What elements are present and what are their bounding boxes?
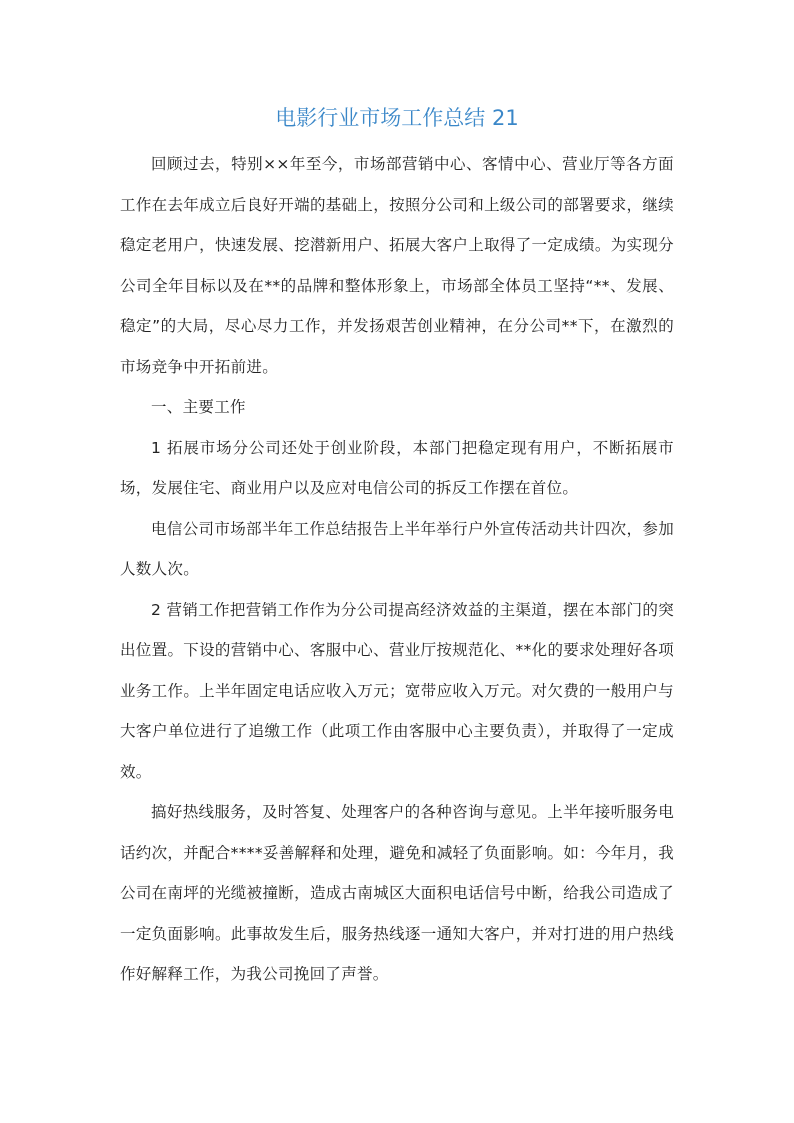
document-body (120, 144, 674, 995)
paragraph-hotline-service: 搞好热线服务，及时答复、处理客户的各种咨询与意见。上半年接听服务电话约次，并配合****妥善解释和处理，避免和减轻了负面影响。如：今年月，我公司在南坪的光缆被撞断，造成古南城区大面积电话信号中断，给我公司造成了一定负面影响。此事故发生后，服务热线逐一通知大客户，并对打进的用户热线作好解释工作，为我公司挽回了声誉。 (120, 803, 674, 983)
paragraph-outdoor-promotion: 电信公司市场部半年工作总结报告上半年举行户外宣传活动共计四次，参加人数人次。 (120, 519, 674, 578)
paragraph-marketing-work: 2 营销工作把营销工作作为分公司提高经济效益的主渠道，摆在本部门的突出位置。下设的营销中心、客服中心、营业厅按规范化、**化的要求处理好各项业务工作。上半年固定电话应收入万元；宽带应收入万元。对欠费的一般用户与大客户单位进行了追缴工作（此项工作由客服中心主要负责），并取得了一定成效。 (120, 600, 674, 781)
section-heading-main-work: 一、主要工作 (151, 398, 246, 416)
paragraph-intro: 回顾过去，特别××年至今，市场部营销中心、客情中心、营业厅等各方面工作在去年成立后良好开端的基础上，按照分公司和上级公司的部署要求，继续稳定老用户，快速发展、挖潜新用户、拓展大客户上取得了一定成绩。为实现分公司全年目标以及在**的品牌和整体形象上，市场部全体员工坚持“**、发展、稳定”的大局，尽心尽力工作，并发扬艰苦创业精神，在分公司**下，在激烈的市场竞争中开拓前进。 (120, 155, 674, 376)
paragraph-market-expansion: 1 拓展市场分公司还处于创业阶段，本部门把稳定现有用户，不断拓展市场，发展住宅、商业用户以及应对电信公司的拆反工作摆在首位。 (120, 438, 674, 497)
document-title: 电影行业市场工作总结 21 (275, 106, 519, 130)
